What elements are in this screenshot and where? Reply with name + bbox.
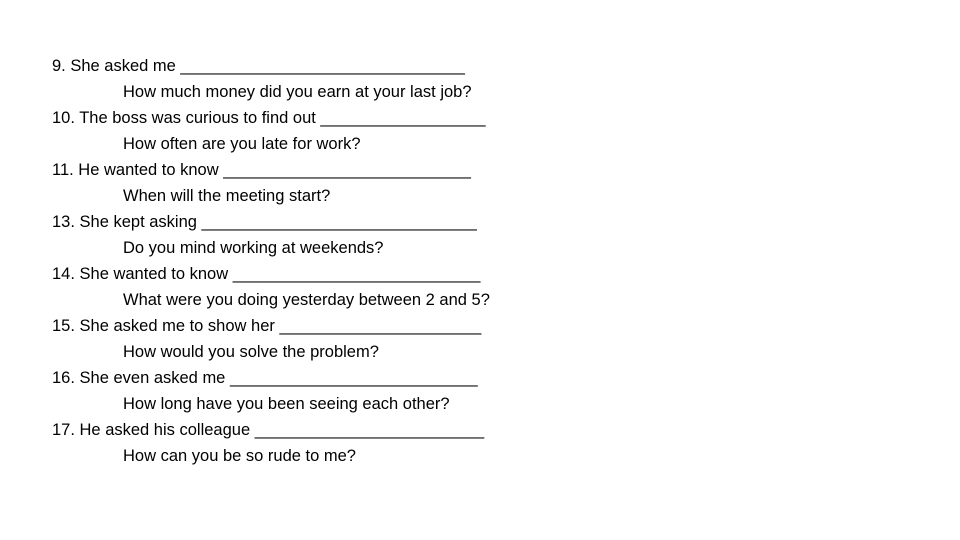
exercise-prompt-10: 10. The boss was curious to find out __________________: [52, 109, 486, 127]
exercise-prompt-17: 17. He asked his colleague _________________________: [52, 421, 485, 439]
exercise-prompt-16: 16. She even asked me ___________________________: [52, 369, 478, 387]
exercise-prompt-11: 11. He wanted to know ___________________________: [52, 161, 471, 179]
exercise-prompt-9: 9. She asked me _______________________________: [52, 57, 465, 75]
exercise-prompt-14: 14. She wanted to know ___________________________: [52, 265, 481, 283]
exercise-question-16: How long have you been seeing each other?: [123, 395, 450, 413]
exercise-question-9: How much money did you earn at your last job?: [123, 83, 472, 101]
exercise-question-10: How often are you late for work?: [123, 135, 361, 153]
exercise-prompt-13: 13. She kept asking ______________________________: [52, 213, 477, 231]
exercise-question-14: What were you doing yesterday between 2 and 5?: [123, 291, 490, 309]
exercise-question-17: How can you be so rude to me?: [123, 447, 356, 465]
exercise-question-15: How would you solve the problem?: [123, 343, 379, 361]
exercise-question-13: Do you mind working at weekends?: [123, 239, 384, 257]
exercise-prompt-15: 15. She asked me to show her ______________________: [52, 317, 482, 335]
exercise-list: [52, 53, 912, 469]
exercise-question-11: When will the meeting start?: [123, 187, 331, 205]
